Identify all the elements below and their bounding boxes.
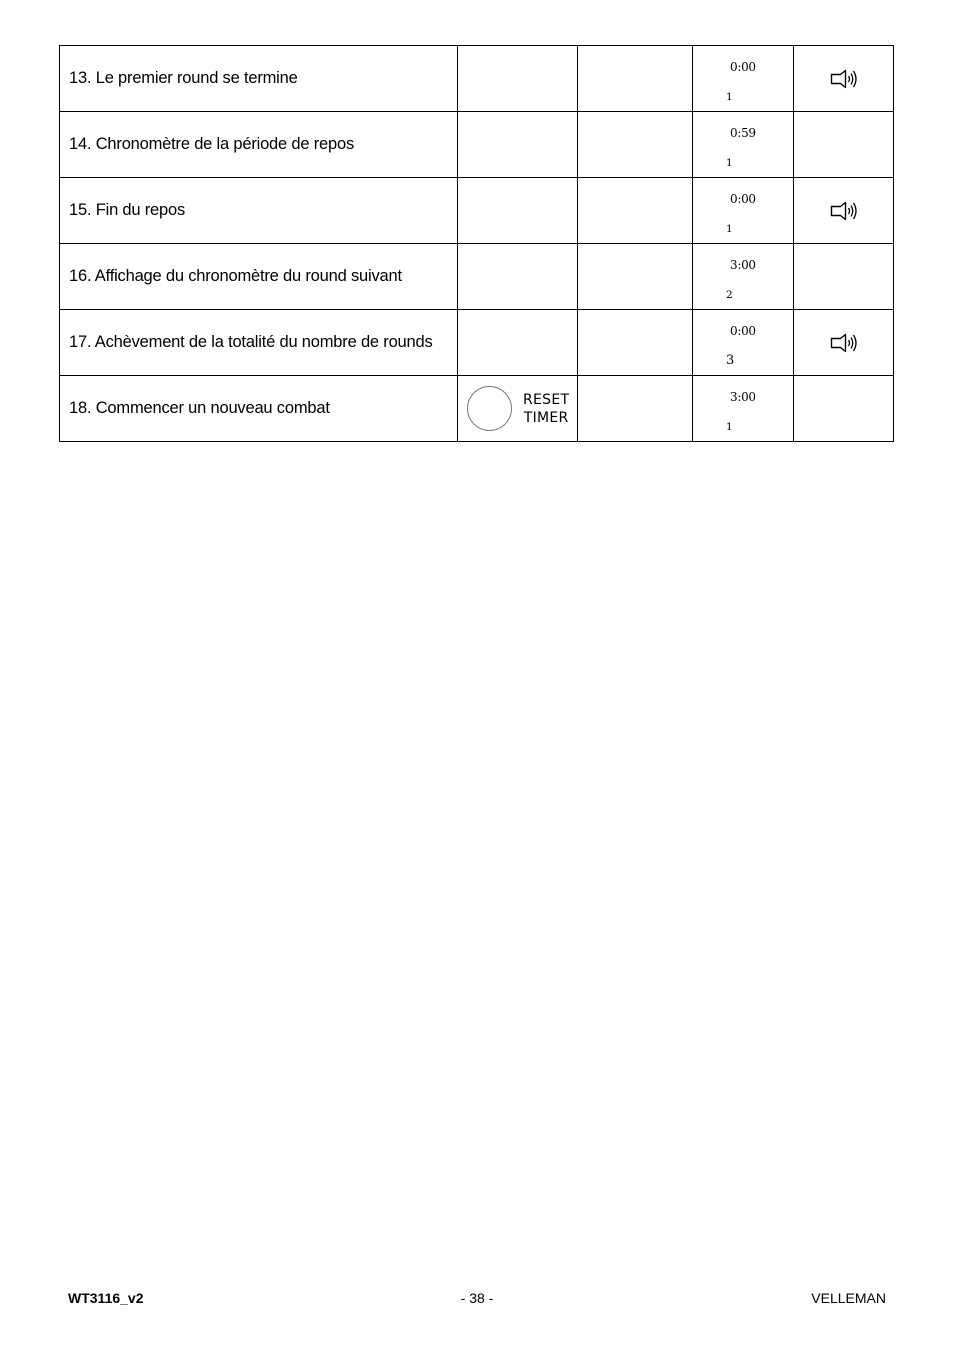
display-cell: [693, 46, 794, 112]
table-row: [60, 376, 894, 442]
speaker-sound-icon: [830, 333, 858, 353]
sound-cell: [794, 376, 894, 442]
button-cell: [458, 244, 578, 310]
speaker-sound-icon: [830, 201, 858, 221]
display-cell: [693, 112, 794, 178]
table-row: [60, 244, 894, 310]
footer-brand: VELLEMAN: [811, 1290, 886, 1306]
step-description: 17. Achèvement de la totalité du nombre de rounds: [60, 310, 458, 376]
extra-cell: [578, 244, 693, 310]
table-row: [60, 310, 894, 376]
sound-cell: [794, 244, 894, 310]
sound-cell: [794, 178, 894, 244]
display-cell: [693, 178, 794, 244]
step-description: 16. Affichage du chronomètre du round suivant: [60, 244, 458, 310]
reset-timer-button-icon: [467, 386, 512, 431]
footer-page-number: - 38 -: [460, 1290, 494, 1306]
extra-cell: [578, 112, 693, 178]
display-time: 3:00: [730, 390, 756, 404]
sound-cell: [794, 112, 894, 178]
display-round: 2: [726, 289, 733, 301]
step-description: 18. Commencer un nouveau combat: [60, 376, 458, 442]
extra-cell: [578, 46, 693, 112]
button-cell: [458, 46, 578, 112]
display-round: 1: [726, 91, 733, 103]
step-description: 15. Fin du repos: [60, 178, 458, 244]
reset-label-line1: RESET: [523, 392, 570, 408]
display-cell: [693, 310, 794, 376]
reset-label-line2: TIMER: [523, 410, 569, 426]
speaker-sound-icon: [830, 69, 858, 89]
table-row: [60, 112, 894, 178]
button-cell: [458, 112, 578, 178]
extra-cell: [578, 178, 693, 244]
display-round: 1: [726, 421, 733, 433]
display-time: 0:00: [730, 324, 756, 338]
button-cell: [458, 178, 578, 244]
sound-cell: [794, 46, 894, 112]
display-time: 0:00: [730, 60, 756, 74]
display-time: 0:59: [730, 126, 756, 140]
button-cell: [458, 376, 578, 442]
display-cell: [693, 376, 794, 442]
footer-model: WT3116_v2: [68, 1290, 144, 1306]
display-round: 1: [726, 223, 733, 235]
table-row: [60, 178, 894, 244]
sound-cell: [794, 310, 894, 376]
reset-timer-label: [523, 391, 569, 427]
step-description: 13. Le premier round se termine: [60, 46, 458, 112]
step-description: 14. Chronomètre de la période de repos: [60, 112, 458, 178]
display-cell: [693, 244, 794, 310]
steps-table: [59, 45, 894, 442]
button-cell: [458, 310, 578, 376]
display-time: 0:00: [730, 192, 756, 206]
table-row: [60, 46, 894, 112]
display-round: 3: [726, 353, 735, 368]
extra-cell: [578, 376, 693, 442]
extra-cell: [578, 310, 693, 376]
display-time: 3:00: [730, 258, 756, 272]
display-round: 1: [726, 157, 733, 169]
